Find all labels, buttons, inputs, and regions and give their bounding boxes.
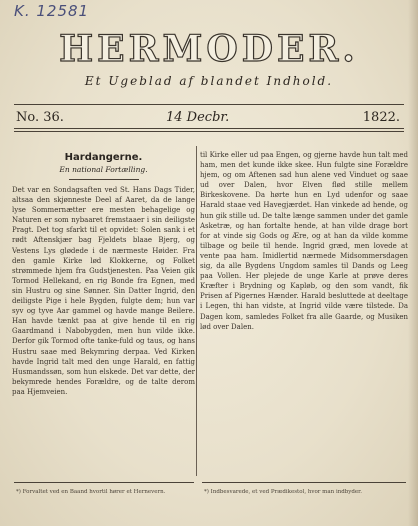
top-rule <box>14 104 404 105</box>
footnote-rule-left <box>14 482 194 483</box>
issue-rule-bottom <box>14 131 404 132</box>
issue-date: 14 Decbr. <box>166 110 230 125</box>
article-subtitle: En national Fortælling. <box>59 165 148 174</box>
article-text-right: til Kirke eller ud paa Engen, og gjerne havde hun talt med ham, men det kunde ikke skee. Hun fulgte sine Forældre hjem, og om Aftenen sad hun alene ved Vinduet og saae ud over Dalen, hvor Elven flød stille mellem Birkeskovene. Da hørte hun en Lyd udenfor og saae Harald staae ved Havegjærdet. Han vinkede ad hende, og hun gik stille ud. De talte længe sammen under det gamle Asketræ, og han fortalte hende, at han vilde drage bort for at vinde sig Gods og Ære, og at han da vilde komme tilbage og beile til hende. Ingrid græd, men lovede at vente paa ham. Imidlertid nærmede Midsommersdagen sig, da alle Bygdens Ungdom samles til Dands og Leeg paa Vollen. Her plejede de unge Karle at prøve deres Kræfter i Brydning og Kapløb, og den som vandt, fik Prisen af Pigernes Hænder. Harald besluttede at deeltage i Legen, thi han vidste, at Ingrid vilde være tilstede. Da Dagen kom, samledes Folket fra alle Gaarde, og Musiken lød over Dalen. <box>200 151 408 331</box>
footnote-rule-right <box>202 482 406 483</box>
handwritten-catalog-note: K. 12581 <box>14 2 90 20</box>
left-column <box>12 150 195 397</box>
column-divider <box>196 146 197 476</box>
page-edge-shadow <box>408 0 418 526</box>
issue-number: No. 36. <box>16 110 64 125</box>
footnote-right: *) Indbesvarede, et ved Prædikestol, hvor man indbyder. <box>204 489 362 495</box>
footnote-left: *) Forvaltet ved en Baand hvortil hører et Hernevern. <box>16 489 166 495</box>
masthead-title: HERMODER. <box>59 28 359 70</box>
right-column <box>200 150 408 332</box>
issue-rule-top <box>14 128 404 129</box>
article-title: Hardangerne. <box>64 152 143 163</box>
article-title-rule <box>69 179 139 180</box>
masthead-subtitle: Et Ugeblad af blandet Indhold. <box>84 74 334 88</box>
article-text-left: Det var en Sondagsaften ved St. Hans Dags Tider, altsaa den skjønneste Deel af Aaret, da de lange lyse Sommernætter ere mesten behagelige og Naturen er som nybaaret fremstaaer i sin deiligste Pragt. Det tog sfarkt til et opvidet: Solen sank i et rødt Aftenskjær bag Fjeldets blaae Bjerg, og Vestens Lys glødede i de nærmeste Høider. Fra den gamle Kirke lød Klokkerne, og Folket strømmede hjem fra Gudstjenesten. Paa Veien gik Tormod Hellekand, en rig Bonde fra Egnen, med sin Hustru og sine Sønner. Sin Datter Ingrid, den deiligste Pige i hele Bygden, fulgte dem; hun var syv og tyve Aar gammel og havde mange Beilere. Han havde tænkt paa at give hende til en rig Gaardmand i Nabobygden, men hun vilde ikke. Derfor gik Tormod ofte tanke-fuld og taus, og hans Hustru saae med Bekymring derpaa. Ved Kirken havde Ingrid talt med den unge Harald, en fattig Husmandssøn, som hun elskede. Det var dette, der bekymrede hendes Forældre, og de talte derom paa Hjemveien. <box>12 186 195 396</box>
issue-year: 1822. <box>362 110 400 125</box>
